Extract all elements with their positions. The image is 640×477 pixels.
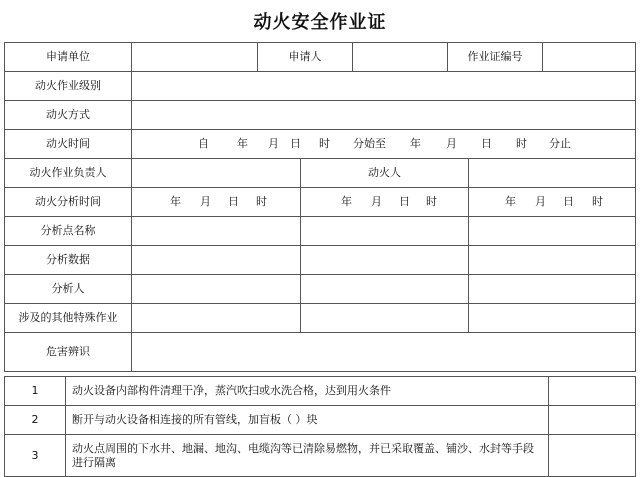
field-hazard-identification[interactable] xyxy=(131,332,636,372)
field-hot-work-level[interactable] xyxy=(131,71,636,101)
label-person-in-charge: 动火作业负责人 xyxy=(4,158,132,188)
analysis1-hour: 时 xyxy=(256,195,267,208)
time-end-minute: 分止 xyxy=(549,137,571,150)
time-end-day: 日 xyxy=(481,137,492,150)
measure-check-2[interactable] xyxy=(548,405,636,435)
time-start-hour: 时 xyxy=(319,137,330,150)
label-hot-work-level: 动火作业级别 xyxy=(4,71,132,101)
time-start-day: 日 xyxy=(290,137,301,150)
time-from: 自 xyxy=(198,137,209,150)
label-hazard-identification: 危害辨识 xyxy=(4,332,132,372)
analysis1-month: 月 xyxy=(200,195,211,208)
form-title: 动火安全作业证 xyxy=(253,12,387,33)
analysis1-day: 日 xyxy=(228,195,239,208)
label-fire-person: 动火人 xyxy=(300,158,469,188)
field-applicant-unit[interactable] xyxy=(131,42,258,72)
measure-check-3[interactable] xyxy=(548,434,636,477)
field-other-special-3[interactable] xyxy=(468,303,636,333)
field-analysis-point-3[interactable] xyxy=(468,216,636,246)
field-analysis-data-1[interactable] xyxy=(131,245,301,275)
measure-check-1[interactable] xyxy=(548,376,636,406)
field-analyst-1[interactable] xyxy=(131,274,301,304)
field-analysis-time-2[interactable] xyxy=(300,187,469,217)
analysis3-day: 日 xyxy=(563,195,574,208)
label-hot-work-time: 动火时间 xyxy=(4,129,132,159)
field-hot-work-time[interactable] xyxy=(131,129,636,159)
label-hot-work-method: 动火方式 xyxy=(4,100,132,130)
field-analyst-3[interactable] xyxy=(468,274,636,304)
measure-number-3: 3 xyxy=(4,434,66,477)
measure-number-2: 2 xyxy=(4,405,66,435)
time-end-year: 年 xyxy=(410,137,421,150)
field-person-in-charge[interactable] xyxy=(131,158,301,188)
analysis2-year: 年 xyxy=(341,195,352,208)
time-start-minute-to: 分始至 xyxy=(353,137,386,150)
field-cert-number[interactable] xyxy=(542,42,636,72)
time-start-month: 月 xyxy=(268,137,279,150)
measure-number-1: 1 xyxy=(4,376,66,406)
measure-text-3: 动火点周围的下水井、地漏、地沟、电缆沟等已清除易燃物，并已采取覆盖、铺沙、水封等手段进行隔离 xyxy=(65,434,549,477)
field-other-special-2[interactable] xyxy=(300,303,469,333)
label-analysis-time: 动火分析时间 xyxy=(4,187,132,217)
measure-text-1: 动火设备内部构件清理干净，蒸汽吹扫或水洗合格，达到用火条件 xyxy=(65,376,549,406)
field-analysis-time-1[interactable] xyxy=(131,187,301,217)
field-other-special-1[interactable] xyxy=(131,303,301,333)
field-analyst-2[interactable] xyxy=(300,274,469,304)
label-analysis-data: 分析数据 xyxy=(4,245,132,275)
field-analysis-point-1[interactable] xyxy=(131,216,301,246)
label-applicant-unit: 申请单位 xyxy=(4,42,132,72)
label-analyst: 分析人 xyxy=(4,274,132,304)
label-cert-number: 作业证编号 xyxy=(447,42,543,72)
time-end-hour: 时 xyxy=(516,137,527,150)
field-fire-person[interactable] xyxy=(468,158,636,188)
analysis2-day: 日 xyxy=(399,195,410,208)
measure-text-2: 断开与动火设备相连接的所有管线，加盲板（ ）块 xyxy=(65,405,549,435)
analysis3-month: 月 xyxy=(535,195,546,208)
analysis1-year: 年 xyxy=(170,195,181,208)
field-hot-work-method[interactable] xyxy=(131,100,636,130)
field-analysis-time-3[interactable] xyxy=(468,187,636,217)
label-applicant: 申请人 xyxy=(257,42,353,72)
analysis3-hour: 时 xyxy=(592,195,603,208)
analysis2-hour: 时 xyxy=(426,195,437,208)
time-end-month: 月 xyxy=(446,137,457,150)
time-start-year: 年 xyxy=(237,137,248,150)
field-applicant[interactable] xyxy=(352,42,448,72)
field-analysis-data-3[interactable] xyxy=(468,245,636,275)
analysis2-month: 月 xyxy=(371,195,382,208)
analysis3-year: 年 xyxy=(505,195,516,208)
field-analysis-data-2[interactable] xyxy=(300,245,469,275)
field-analysis-point-2[interactable] xyxy=(300,216,469,246)
label-analysis-point: 分析点名称 xyxy=(4,216,132,246)
label-other-special-work: 涉及的其他特殊作业 xyxy=(4,303,132,333)
